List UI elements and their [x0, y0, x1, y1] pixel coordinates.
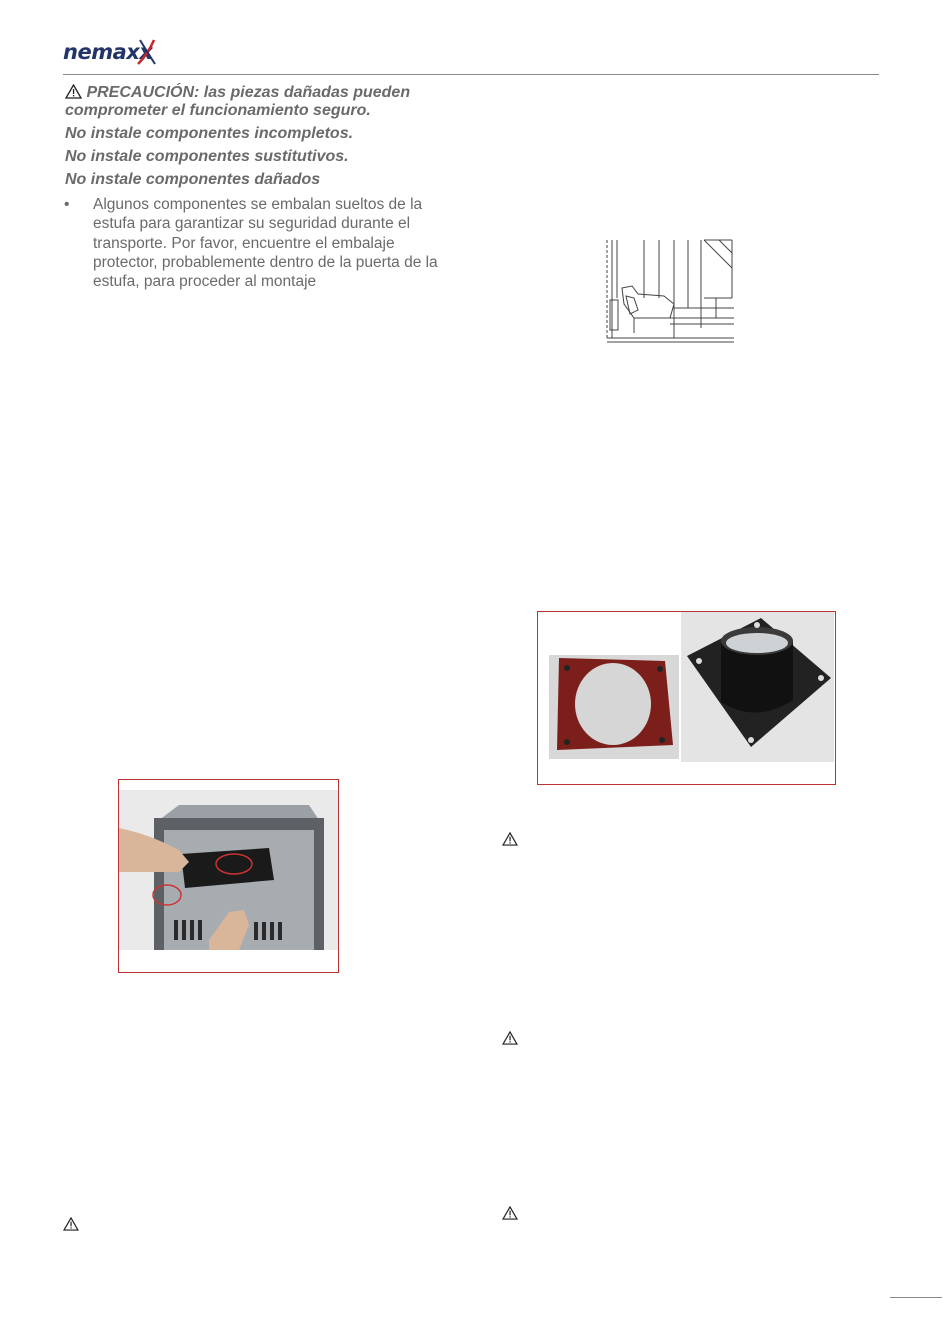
- stove-cross-section-diagram: [604, 238, 736, 356]
- caution-line-2: comprometer el funcionamiento seguro.: [65, 102, 371, 119]
- caution-line-3: No instale componentes incompletos.: [65, 125, 354, 142]
- caution-heading: [65, 83, 410, 102]
- gasket-adapter-figure: [537, 611, 836, 785]
- caution-line-1: PRECAUCIÓN: las piezas dañadas pueden: [86, 84, 411, 101]
- logo-swoosh-icon: [136, 38, 158, 68]
- warning-triangle-icon: [502, 1031, 518, 1045]
- header-rule: [63, 74, 879, 75]
- stove-rear-plate-installation-photo: [119, 790, 338, 950]
- warning-triangle-icon: [65, 84, 82, 99]
- brand-logo-text: nemaxx: [63, 40, 153, 64]
- stove-photo-figure: [118, 779, 339, 973]
- warning-triangle-icon: [63, 1217, 79, 1231]
- warning-triangle-icon: [502, 1206, 518, 1220]
- caution-line-5: No instale componentes dañados: [65, 171, 321, 188]
- caution-line-4: No instale componentes sustitutivos.: [65, 148, 349, 165]
- black-flue-adapter-photo: [681, 612, 834, 762]
- warning-triangle-icon: [502, 832, 518, 846]
- footer-rule: [890, 1297, 942, 1298]
- bullet-marker: •: [64, 196, 70, 213]
- bullet-text: Algunos componentes se embalan sueltos de la estufa para garantizar su seguridad durante el transporte. Por favor, encuentre el embalaje protector, probablemente dentro de la puerta de la estufa, para proceder al montaje: [93, 196, 438, 291]
- red-gasket-photo: [549, 655, 679, 759]
